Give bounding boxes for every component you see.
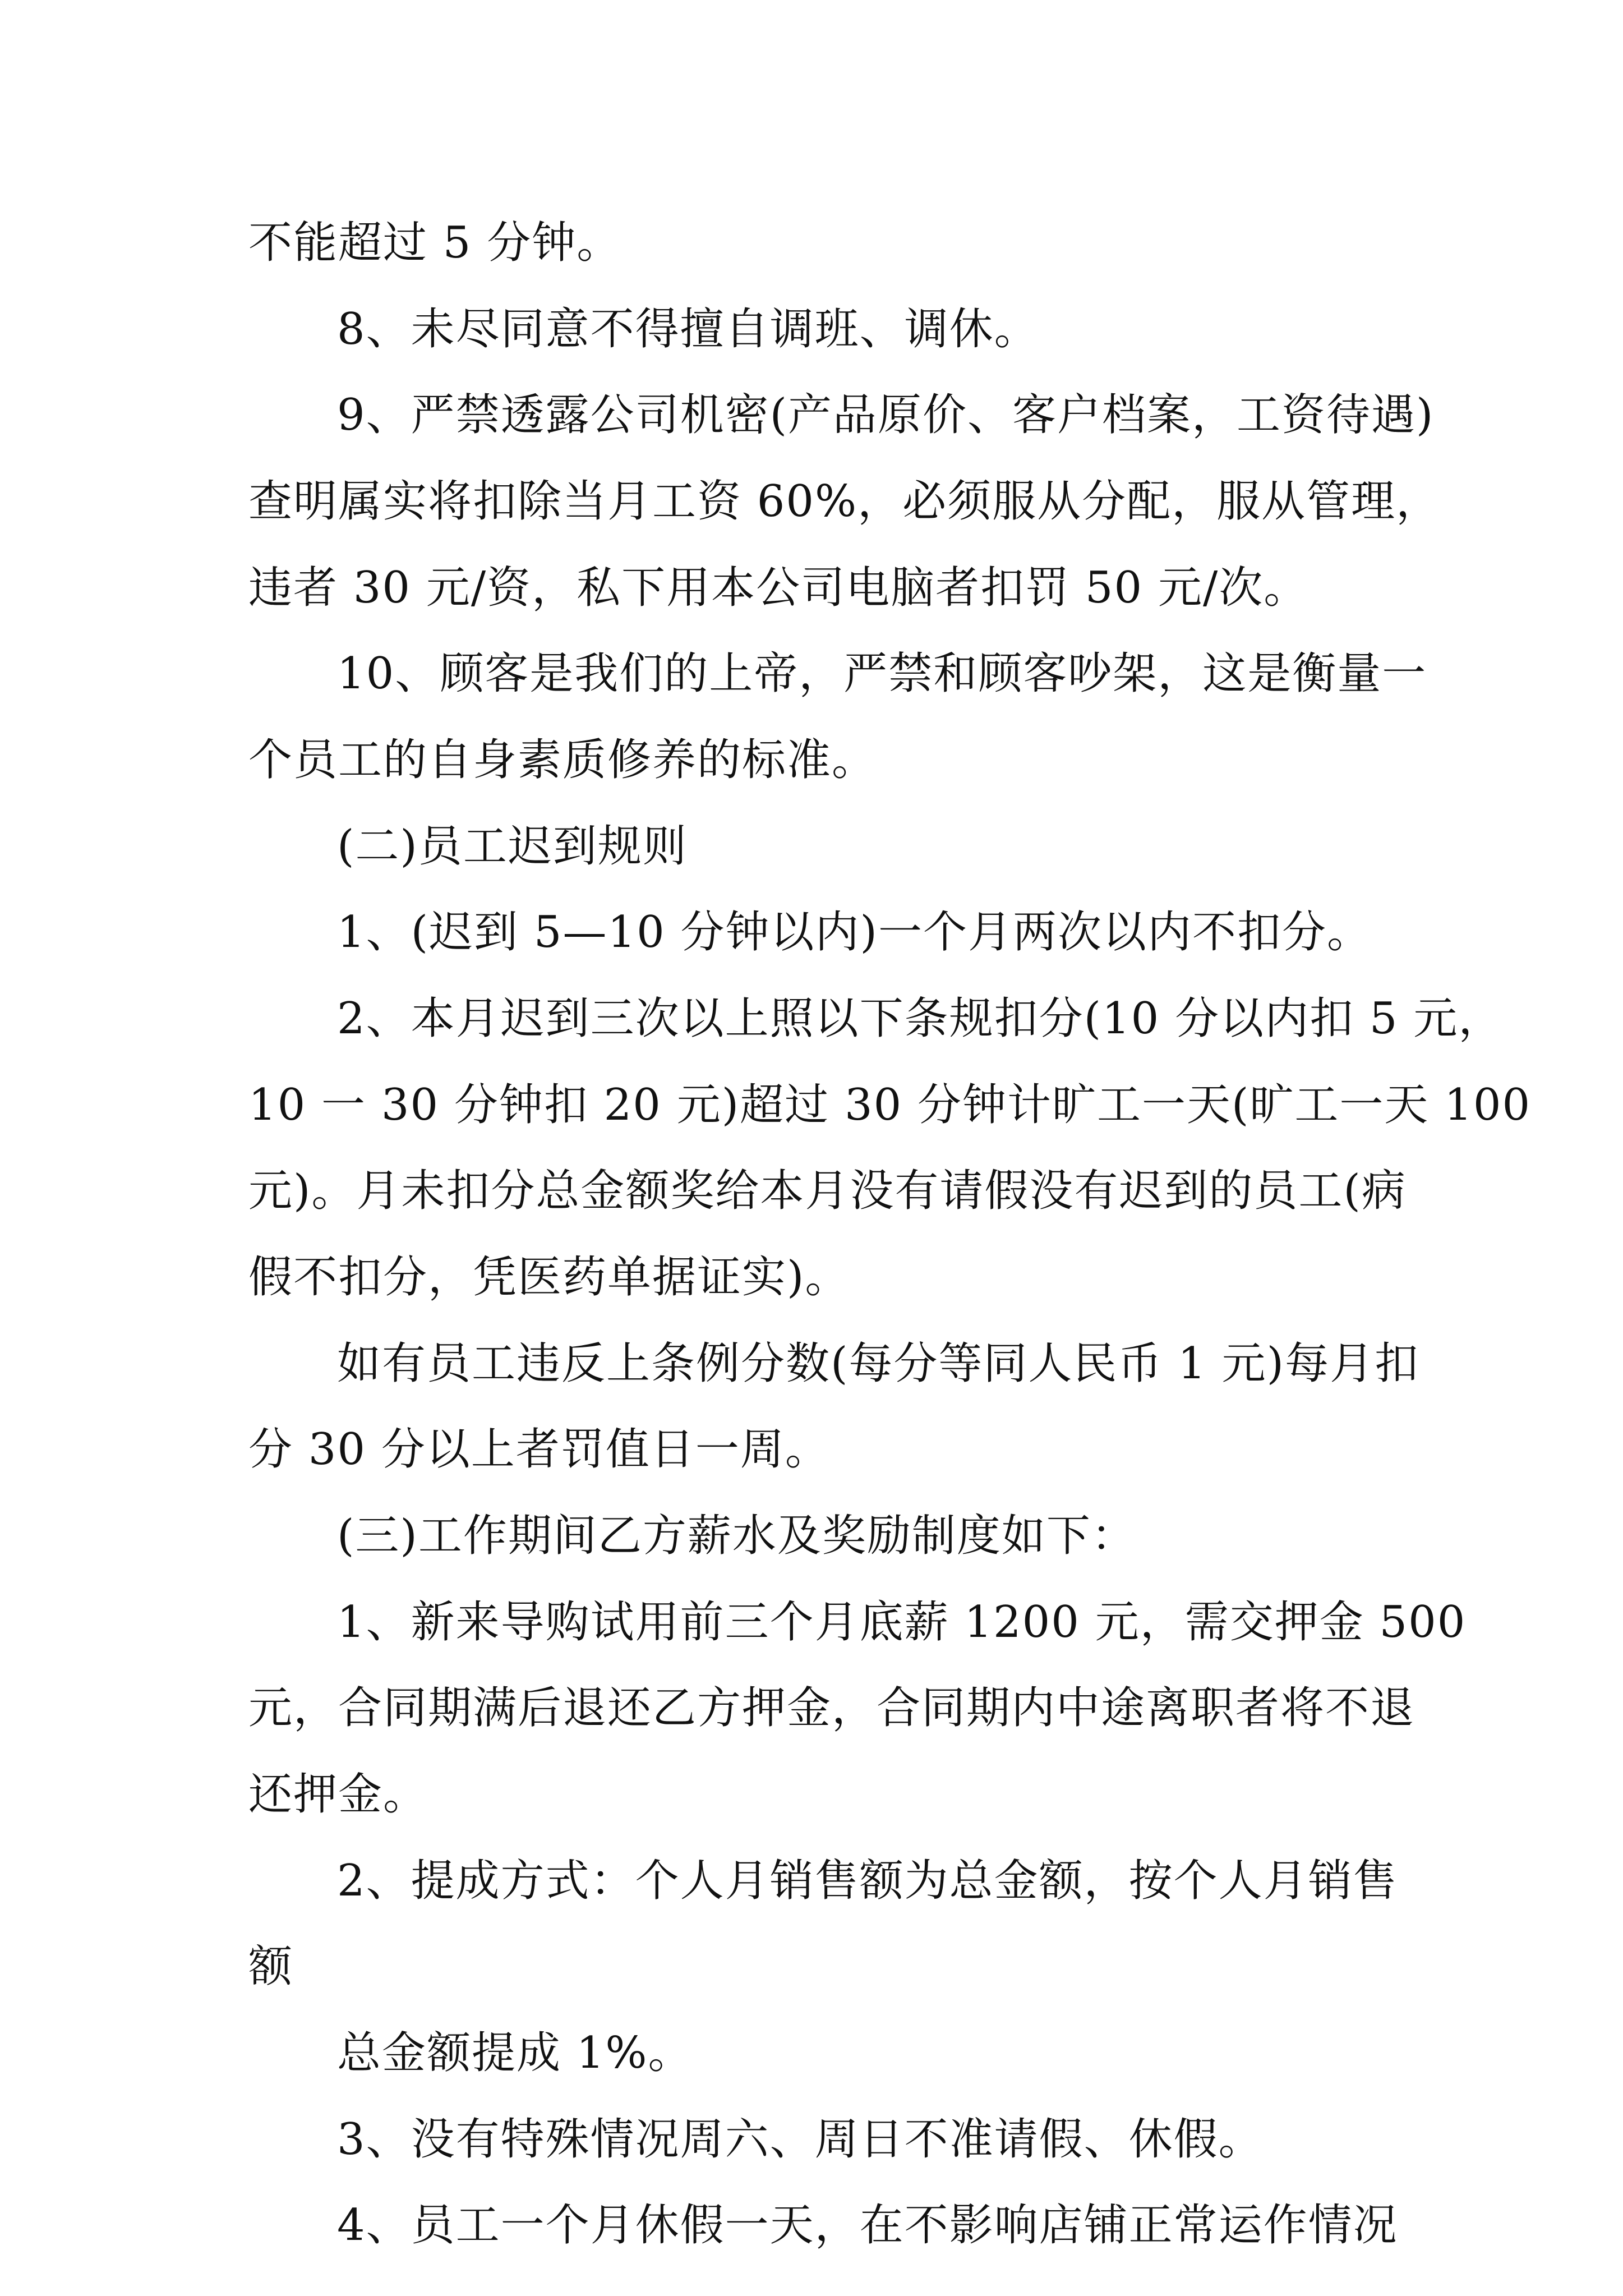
text-line: 10、顾客是我们的上帝，严禁和顾客吵架，这是衡量一 (337, 648, 1427, 699)
text-line: 还押金。 (248, 1769, 428, 1820)
text-line: 3、没有特殊情况周六、周日不准请假、休假。 (337, 2114, 1264, 2165)
text-line: 8、未尽同意不得擅自调班、调休。 (337, 304, 1039, 355)
text-line: 查明属实将扣除当月工资 60%，必须服从分配，服从管理， (248, 476, 1441, 527)
text-line: 4、员工一个月休假一天，在不影响店铺正常运作情况 (337, 2200, 1398, 2251)
text-line: 假不扣分，凭医药单据证实)。 (248, 1252, 850, 1303)
text-line: 总金额提成 1%。 (337, 2028, 693, 2078)
text-line: 1、(迟到 5—10 分钟以内)一个月两次以内不扣分。 (337, 907, 1372, 958)
text-line: 9、严禁透露公司机密(产品原价、客户档案，工资待遇) (337, 390, 1435, 440)
text-line: 10 一 30 分钟扣 20 元)超过 30 分钟计旷工一天(旷工一天 100 (248, 1080, 1532, 1130)
text-line: 个员工的自身素质修养的标准。 (248, 735, 877, 785)
text-line: 2、提成方式：个人月销售额为总金额，按个人月销售 (337, 1856, 1398, 1906)
text-line: 如有员工违反上条例分数(每分等同人民币 1 元)每月扣 (337, 1338, 1420, 1389)
text-line: 1、新来导购试用前三个月底薪 1200 元，需交押金 500 (337, 1597, 1467, 1648)
text-line: 不能超过 5 分钟。 (248, 218, 622, 268)
text-line: 元，合同期满后退还乙方押金，合同期内中途离职者将不退 (248, 1683, 1415, 1733)
section-heading: (二)员工迟到规则 (337, 821, 688, 872)
text-line: 分 30 分以上者罚值日一周。 (248, 1424, 830, 1475)
text-line: 额 (248, 1941, 294, 1992)
text-line: 元)。月未扣分总金额奖给本月没有请假没有迟到的员工(病 (248, 1166, 1407, 1216)
text-line: 2、本月迟到三次以上照以下条规扣分(10 分以内扣 5 元， (337, 993, 1504, 1044)
text-line: 违者 30 元/资，私下用本公司电脑者扣罚 50 元/次。 (248, 563, 1309, 613)
section-heading: (三)工作期间乙方薪水及奖励制度如下： (337, 1511, 1136, 1561)
